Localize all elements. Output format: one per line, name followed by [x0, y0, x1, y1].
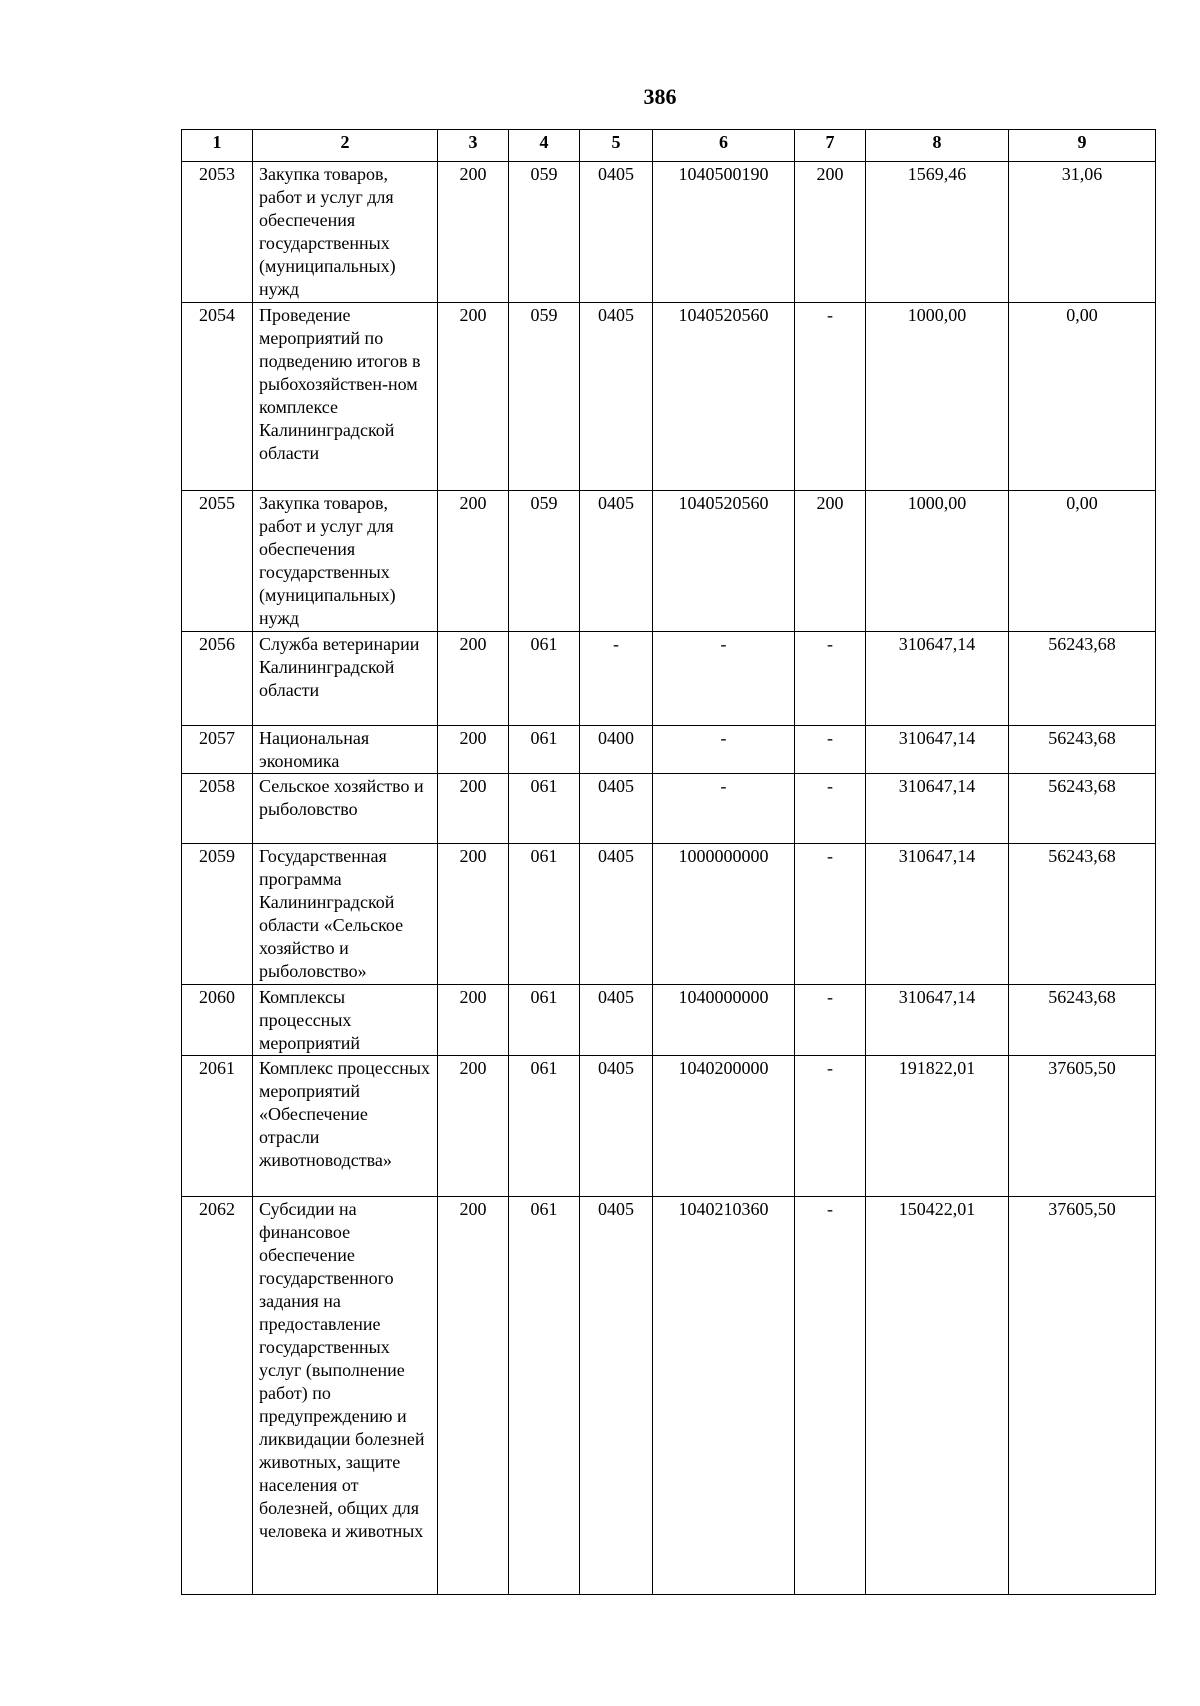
column-header: 5 [580, 130, 653, 162]
table-row [182, 844, 1156, 985]
cell-col6: 1040520560 [653, 491, 795, 632]
cell-col4: 061 [509, 1197, 580, 1595]
row-name: Проведение мероприятий по подведению итогов в рыбохозяйствен-ном комплексе Калининградской области [253, 303, 438, 491]
table-row [182, 774, 1156, 844]
cell-col3: 200 [438, 162, 509, 303]
row-number: 2057 [182, 726, 253, 774]
cell-col9: 56243,68 [1009, 726, 1156, 774]
table-row [182, 491, 1156, 632]
cell-col6: - [653, 632, 795, 726]
cell-col9: 56243,68 [1009, 774, 1156, 844]
cell-col5: 0405 [580, 985, 653, 1056]
cell-col4: 061 [509, 985, 580, 1056]
row-number: 2059 [182, 844, 253, 985]
cell-col9: 0,00 [1009, 491, 1156, 632]
row-name: Комплекс процессных мероприятий «Обеспечение отрасли животноводства» [253, 1056, 438, 1197]
cell-col6: 1040500190 [653, 162, 795, 303]
row-number: 2053 [182, 162, 253, 303]
cell-col7: - [795, 726, 866, 774]
cell-col7: - [795, 303, 866, 491]
cell-col4: 059 [509, 303, 580, 491]
cell-col9: 56243,68 [1009, 985, 1156, 1056]
cell-col5: 0405 [580, 491, 653, 632]
cell-col8: 150422,01 [866, 1197, 1009, 1595]
cell-col4: 059 [509, 162, 580, 303]
cell-col6: 1040210360 [653, 1197, 795, 1595]
cell-col8: 1000,00 [866, 303, 1009, 491]
cell-col5: 0405 [580, 1197, 653, 1595]
row-number: 2054 [182, 303, 253, 491]
cell-col7: - [795, 632, 866, 726]
cell-col4: 061 [509, 774, 580, 844]
row-name: Комплексы процессных мероприятий [253, 985, 438, 1056]
cell-col5: 0405 [580, 162, 653, 303]
cell-col5: 0405 [580, 303, 653, 491]
column-header: 8 [866, 130, 1009, 162]
row-name: Сельское хозяйство и рыболовство [253, 774, 438, 844]
row-number: 2062 [182, 1197, 253, 1595]
cell-col8: 1000,00 [866, 491, 1009, 632]
cell-col5: 0405 [580, 1056, 653, 1197]
cell-col7: - [795, 1056, 866, 1197]
cell-col6: 1000000000 [653, 844, 795, 985]
cell-col9: 56243,68 [1009, 632, 1156, 726]
cell-col7: - [795, 985, 866, 1056]
cell-col3: 200 [438, 303, 509, 491]
column-header: 4 [509, 130, 580, 162]
column-header: 1 [182, 130, 253, 162]
header-row [182, 130, 1156, 162]
cell-col6: 1040200000 [653, 1056, 795, 1197]
cell-col7: - [795, 844, 866, 985]
cell-col7: - [795, 1197, 866, 1595]
column-header: 6 [653, 130, 795, 162]
row-name: Государственная программа Калининградской области «Сельское хозяйство и рыболовство» [253, 844, 438, 985]
cell-col8: 310647,14 [866, 985, 1009, 1056]
row-number: 2060 [182, 985, 253, 1056]
row-name: Субсидии на финансовое обеспечение государственного задания на предоставление государственных услуг (выполнение работ) по предупреждению и ликвидации болезней животных, защите населения от болезней, общих для человека и животных [253, 1197, 438, 1595]
budget-table [181, 129, 1156, 1595]
cell-col9: 56243,68 [1009, 844, 1156, 985]
cell-col6: 1040000000 [653, 985, 795, 1056]
column-header: 7 [795, 130, 866, 162]
row-name: Национальная экономика [253, 726, 438, 774]
table-row [182, 1197, 1156, 1595]
cell-col9: 37605,50 [1009, 1056, 1156, 1197]
column-header: 9 [1009, 130, 1156, 162]
cell-col5: 0405 [580, 774, 653, 844]
cell-col3: 200 [438, 1056, 509, 1197]
cell-col4: 061 [509, 632, 580, 726]
cell-col3: 200 [438, 774, 509, 844]
cell-col8: 191822,01 [866, 1056, 1009, 1197]
cell-col9: 0,00 [1009, 303, 1156, 491]
cell-col3: 200 [438, 491, 509, 632]
cell-col8: 310647,14 [866, 632, 1009, 726]
cell-col4: 061 [509, 726, 580, 774]
table-row [182, 1056, 1156, 1197]
cell-col8: 1569,46 [866, 162, 1009, 303]
cell-col5: 0405 [580, 844, 653, 985]
cell-col4: 061 [509, 844, 580, 985]
cell-col7: - [795, 774, 866, 844]
cell-col3: 200 [438, 985, 509, 1056]
cell-col9: 31,06 [1009, 162, 1156, 303]
cell-col8: 310647,14 [866, 844, 1009, 985]
cell-col6: 1040520560 [653, 303, 795, 491]
cell-col4: 061 [509, 1056, 580, 1197]
row-number: 2058 [182, 774, 253, 844]
cell-col8: 310647,14 [866, 774, 1009, 844]
row-name: Закупка товаров, работ и услуг для обеспечения государственных (муниципальных) нужд [253, 491, 438, 632]
column-header: 3 [438, 130, 509, 162]
table-row [182, 162, 1156, 303]
cell-col5: - [580, 632, 653, 726]
row-number: 2061 [182, 1056, 253, 1197]
cell-col3: 200 [438, 1197, 509, 1595]
row-number: 2055 [182, 491, 253, 632]
cell-col4: 059 [509, 491, 580, 632]
row-name: Закупка товаров, работ и услуг для обеспечения государственных (муниципальных) нужд [253, 162, 438, 303]
table-row [182, 303, 1156, 491]
table-row [182, 632, 1156, 726]
cell-col6: - [653, 726, 795, 774]
cell-col3: 200 [438, 632, 509, 726]
row-number: 2056 [182, 632, 253, 726]
cell-col3: 200 [438, 726, 509, 774]
cell-col3: 200 [438, 844, 509, 985]
row-name: Служба ветеринарии Калининградской области [253, 632, 438, 726]
cell-col6: - [653, 774, 795, 844]
page-number: 386 [643, 84, 677, 109]
cell-col8: 310647,14 [866, 726, 1009, 774]
cell-col7: 200 [795, 162, 866, 303]
cell-col5: 0400 [580, 726, 653, 774]
table-row [182, 726, 1156, 774]
cell-col7: 200 [795, 491, 866, 632]
column-header: 2 [253, 130, 438, 162]
cell-col9: 37605,50 [1009, 1197, 1156, 1595]
table-row [182, 985, 1156, 1056]
